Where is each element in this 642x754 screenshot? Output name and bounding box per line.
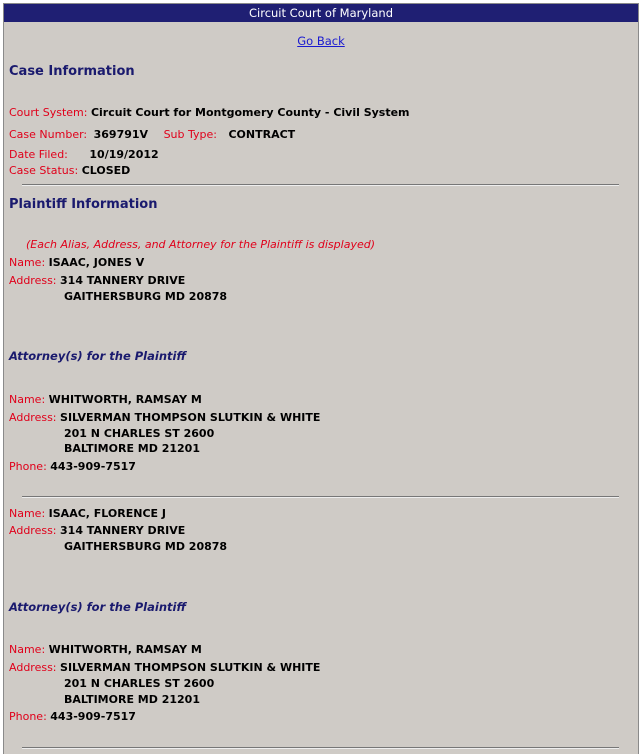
attorney-heading: Attorney(s) for the Plaintiff — [9, 600, 187, 614]
plaintiff-name: ISAAC, JONES V — [48, 256, 145, 269]
case-number-row — [9, 128, 295, 141]
divider — [22, 184, 619, 186]
go-back-link[interactable]: Go Back — [297, 34, 345, 48]
attorney-name-row — [9, 643, 202, 656]
date-filed-label: Date Filed: — [9, 148, 68, 161]
case-detail-window — [3, 3, 639, 754]
plaintiff-address-line: GAITHERSBURG MD 20878 — [64, 540, 228, 553]
court-system-value: Circuit Court for Montgomery County - Civil System — [90, 106, 410, 119]
date-filed-row — [9, 148, 159, 161]
case-status-row — [9, 164, 130, 177]
name-label: Name: — [9, 256, 46, 269]
plaintiff-address-line: 314 TANNERY DRIVE — [60, 274, 186, 287]
attorney-address-line: 201 N CHARLES ST 2600 — [64, 677, 215, 690]
plaintiff-name-row — [9, 507, 166, 520]
court-system-row — [9, 106, 410, 119]
attorney-phone-row — [9, 710, 136, 723]
plaintiff-note: (Each Alias, Address, and Attorney for the Plaintiff is displayed) — [26, 238, 375, 251]
attorney-address-line: SILVERMAN THOMPSON SLUTKIN & WHITE — [60, 661, 321, 674]
plaintiff-name: ISAAC, FLORENCE J — [48, 507, 166, 520]
divider — [22, 747, 619, 749]
window-title: Circuit Court of Maryland — [4, 4, 638, 22]
phone-label: Phone: — [9, 710, 47, 723]
date-filed-value: 10/19/2012 — [89, 148, 159, 161]
attorney-address-row — [9, 661, 320, 674]
address-label: Address: — [9, 411, 57, 424]
plaintiff-address-row — [9, 274, 185, 287]
address-label: Address: — [9, 524, 57, 537]
plaintiff-name-row — [9, 256, 144, 269]
divider — [22, 496, 619, 498]
attorney-phone: 443-909-7517 — [50, 710, 136, 723]
address-label: Address: — [9, 274, 57, 287]
attorney-name: WHITWORTH, RAMSAY M — [48, 643, 202, 656]
attorney-heading: Attorney(s) for the Plaintiff — [9, 349, 187, 363]
attorney-phone: 443-909-7517 — [50, 460, 136, 473]
attorney-address-line: 201 N CHARLES ST 2600 — [64, 427, 215, 440]
name-label: Name: — [9, 507, 46, 520]
court-system-label: Court System: — [9, 106, 88, 119]
case-number-value: 369791V — [93, 128, 149, 141]
sub-type-value: CONTRACT — [228, 128, 296, 141]
attorney-address-line: SILVERMAN THOMPSON SLUTKIN & WHITE — [60, 411, 321, 424]
attorney-phone-row — [9, 460, 136, 473]
attorney-address-line: BALTIMORE MD 21201 — [64, 693, 200, 706]
attorney-address-line: BALTIMORE MD 21201 — [64, 442, 200, 455]
attorney-name-row — [9, 393, 202, 406]
case-number-label: Case Number: — [9, 128, 88, 141]
name-label: Name: — [9, 643, 46, 656]
plaintiff-address-line: 314 TANNERY DRIVE — [60, 524, 186, 537]
address-label: Address: — [9, 661, 57, 674]
name-label: Name: — [9, 393, 46, 406]
case-information-heading: Case Information — [9, 64, 135, 79]
phone-label: Phone: — [9, 460, 47, 473]
plaintiff-information-heading: Plaintiff Information — [9, 197, 158, 212]
attorney-address-row — [9, 411, 320, 424]
plaintiff-address-line: GAITHERSBURG MD 20878 — [64, 290, 228, 303]
case-status-value: CLOSED — [81, 164, 131, 177]
sub-type-label: Sub Type: — [163, 128, 217, 141]
case-status-label: Case Status: — [9, 164, 79, 177]
plaintiff-address-row — [9, 524, 185, 537]
attorney-name: WHITWORTH, RAMSAY M — [48, 393, 202, 406]
